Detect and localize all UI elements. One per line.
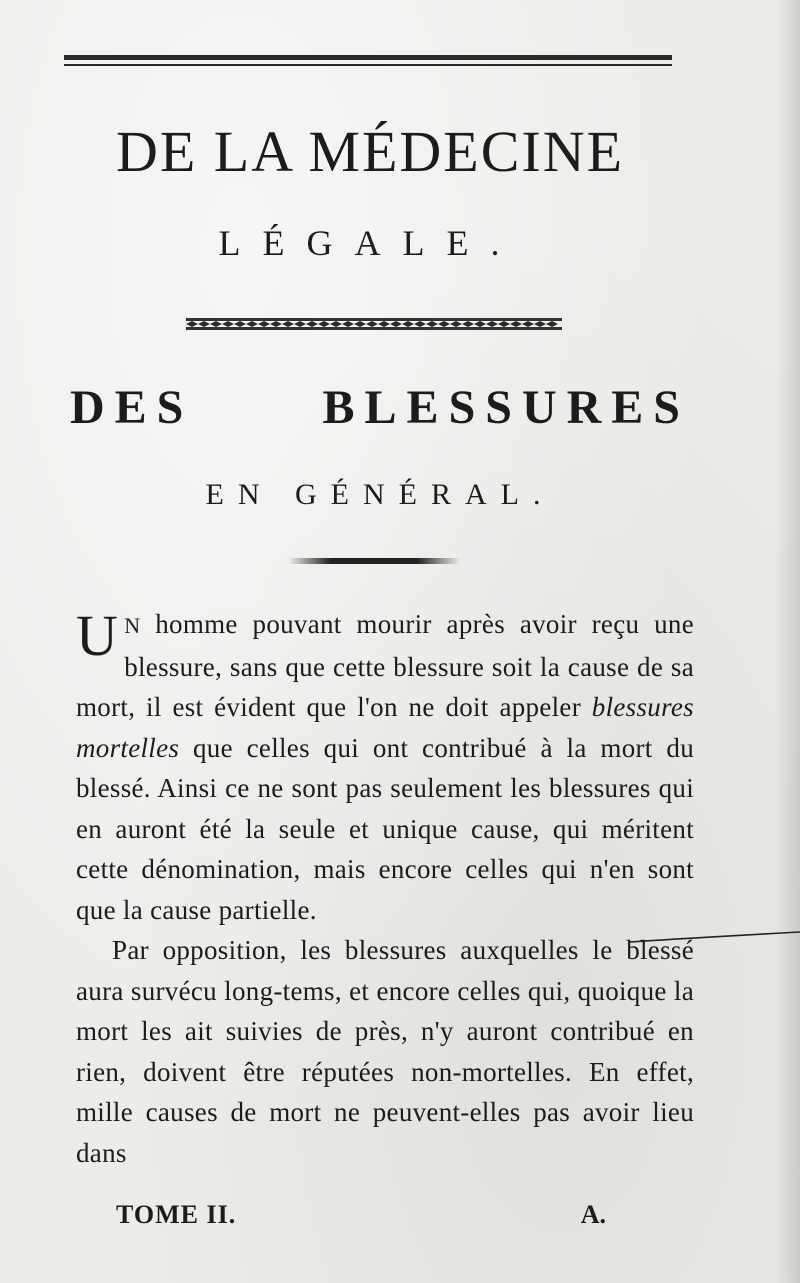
ornamental-divider [186,316,562,332]
paragraph-1-italic: blessures mortelles [76,692,694,763]
top-rule-thick [64,55,672,60]
book-title-line2: LÉGALE. [218,223,522,263]
paragraph-1-smallcaps: N [124,613,141,638]
section-divider [288,558,460,564]
chapter-heading-line2: EN GÉNÉRAL. [205,478,555,511]
paragraph-1 [76,604,694,930]
paragraph-2: Par opposition, les blessures auxquelles le blessé aura survécu long-tems, et encore celles qui, quoique la mort les ait suivies de près, n'y auront contribué en rien, doivent être réputées non-mortelles. En effet, mille causes de mort ne peuvent-elles pas avoir lieu dans [76,935,694,1168]
page-edge-shadow [774,0,800,1283]
page-footer [116,1200,606,1230]
chapter-heading-line1: DES BLESSURES [70,381,690,434]
paragraph-1-text-b: que celles qui ont contribué à la mort du blessé. Ainsi ce ne sont pas seulement les blessures qui en auront été la seule et unique cause, qui méritent cette dénomination, mais encore celles qui n'en sont que la cause partielle. [76,732,694,925]
top-double-rule [64,55,672,69]
body-text [76,604,694,1173]
drop-cap: U [76,603,119,668]
signature-mark: A. [580,1200,606,1229]
book-title-line1: DE LA MÉDECINE [115,119,625,184]
volume-signature: TOME II. [116,1200,237,1229]
paragraph-1-text-a: homme pouvant mourir après avoir reçu une blessure, sans que cette blessure soit la cause de sa mort, il est évident que l'on ne doit appeler [76,609,694,722]
pen-mark [630,928,800,948]
top-rule-thin [64,64,672,66]
